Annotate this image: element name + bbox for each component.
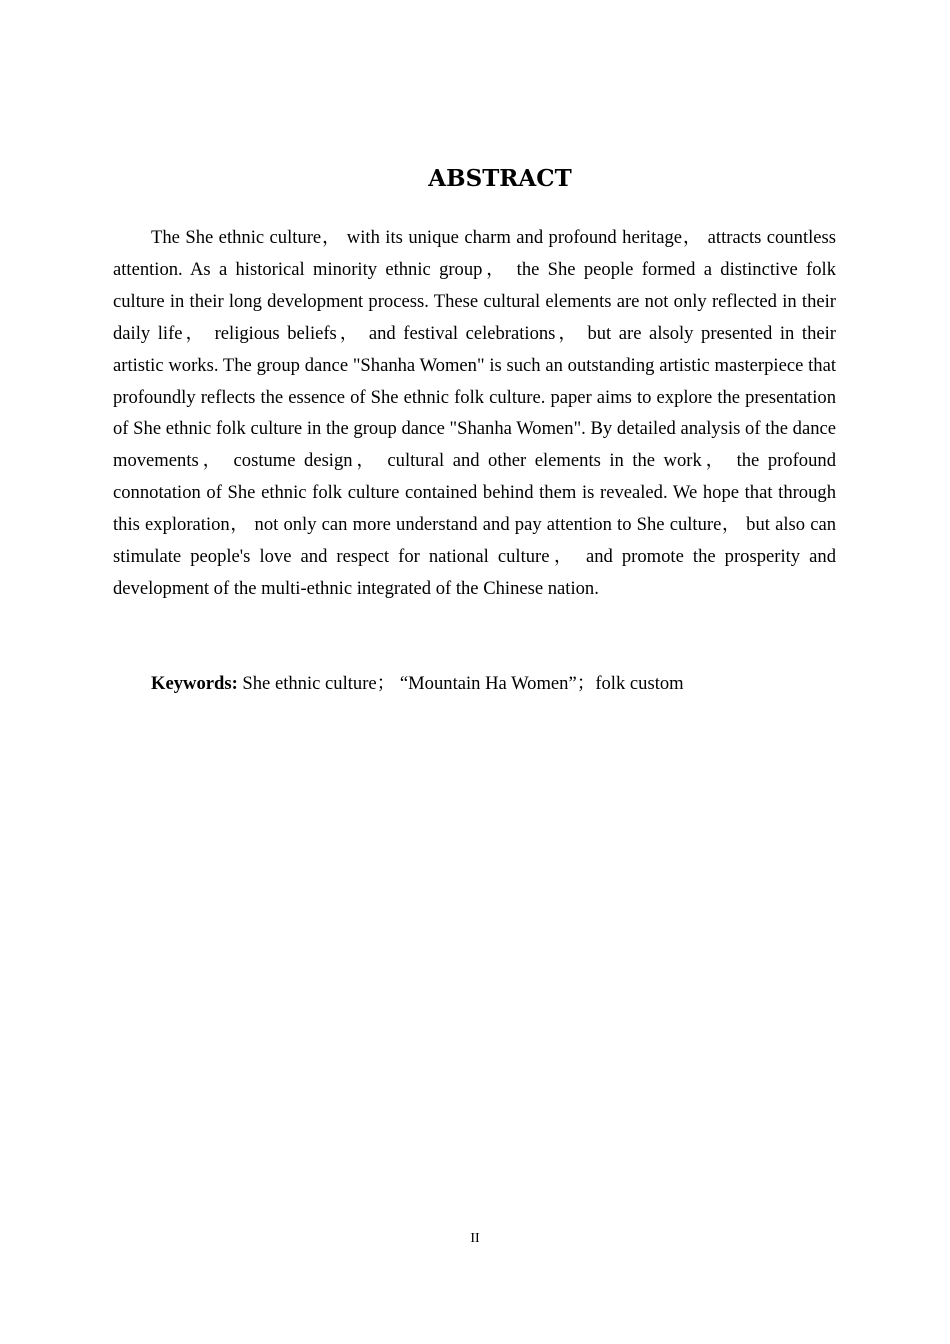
keywords-label: Keywords: [151,673,238,694]
abstract-body: The She ethnic culture， with its unique charm and profound heritage， attracts countless attention. As a historical minority ethnic group， the She people formed a distinctive folk culture in their long development process. These cultural elements are not only reflected in their daily life， religious beliefs， and festival celebrations， but are alsoly presented in their artistic works. The group dance "Shanha Women" is such an outstanding artistic masterpiece that profoundly reflects the essence of She ethnic folk culture. paper aims to explore the presentation of She ethnic folk culture in the group dance "Shanha Women". By detailed analysis of the dance movements， costume design， cultural and other elements in the work， the profound connotation of She ethnic folk culture contained behind them is revealed. We hope that through this exploration， not only can more understand and pay attention to She culture， but also can stimulate people's love and respect for national culture， and promote the prosperity and development of the multi-ethnic integrated of the Chinese nation. [113,227,836,599]
page-number: II [470,1231,480,1246]
keywords-text: She ethnic culture； “Mountain Ha Women”；folk custom [237,673,684,694]
abstract-heading: ABSTRACT [428,165,572,192]
keywords-line [151,668,851,700]
